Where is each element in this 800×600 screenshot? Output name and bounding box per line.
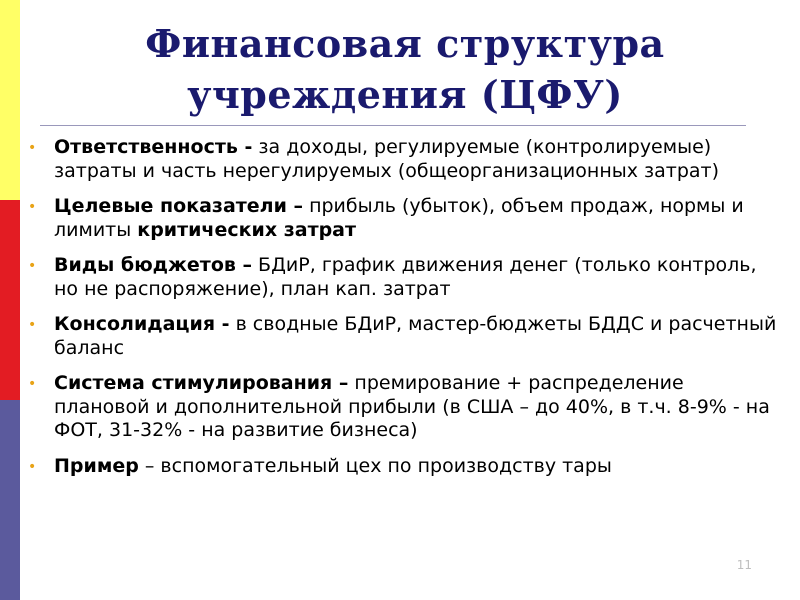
bullet-term: Консолидация - [54, 313, 230, 335]
bullet-term: Виды бюджетов – [54, 254, 253, 276]
title-line-1: Финансовая структура [145, 21, 665, 66]
bullet-item-responsibility [22, 136, 782, 183]
bullet-icon: • [28, 199, 37, 215]
bullet-text: – вспомогательный цех по производству тары [138, 454, 612, 477]
bullet-term: Пример [54, 454, 139, 477]
decorative-bar-yellow [0, 0, 20, 200]
bullet-text: прибыль (убыток), объем продаж, нормы и лимиты [54, 195, 744, 241]
bullet-item-incentive-system [22, 372, 782, 443]
bullet-item-example [22, 455, 782, 479]
bullet-icon: • [28, 376, 37, 392]
bullet-item-target-indicators [22, 195, 782, 242]
bullet-term: Система стимулирования – [54, 372, 349, 394]
bullet-emphasis: критических затрат [137, 218, 357, 241]
bullet-icon: • [28, 258, 37, 274]
bullet-item-budget-types [22, 254, 782, 301]
bullet-text: за доходы, регулируемые (контролируемые) затраты и часть нерегулируемых (общеорганизационных затрат) [54, 136, 720, 182]
bullet-term: Целевые показатели – [54, 195, 304, 217]
title-line-2: учреждения (ЦФУ) [187, 72, 623, 117]
decorative-bar-purple [0, 400, 20, 600]
bullet-text: БДиР, график движения денег (только контроль, но не распоряжение), план кап. затрат [54, 254, 757, 300]
bullet-list [22, 136, 782, 490]
title-divider [40, 125, 746, 126]
slide-title [60, 18, 750, 120]
bullet-icon: • [28, 317, 37, 333]
bullet-text: в сводные БДиР, мастер-бюджеты БДДС и расчетный баланс [54, 313, 777, 359]
slide-number: 11 [736, 558, 752, 572]
decorative-bar-red [0, 200, 20, 400]
bullet-text: премирование + распределение плановой и дополнительной прибыли (в США – до 40%, в т.ч. 8-9% - на ФОТ, 31-32% - на развитие бизнеса) [54, 372, 770, 441]
bullet-item-consolidation [22, 313, 782, 360]
bullet-icon: • [28, 458, 37, 475]
bullet-term: Ответственность - [54, 136, 253, 158]
bullet-icon: • [28, 140, 37, 156]
